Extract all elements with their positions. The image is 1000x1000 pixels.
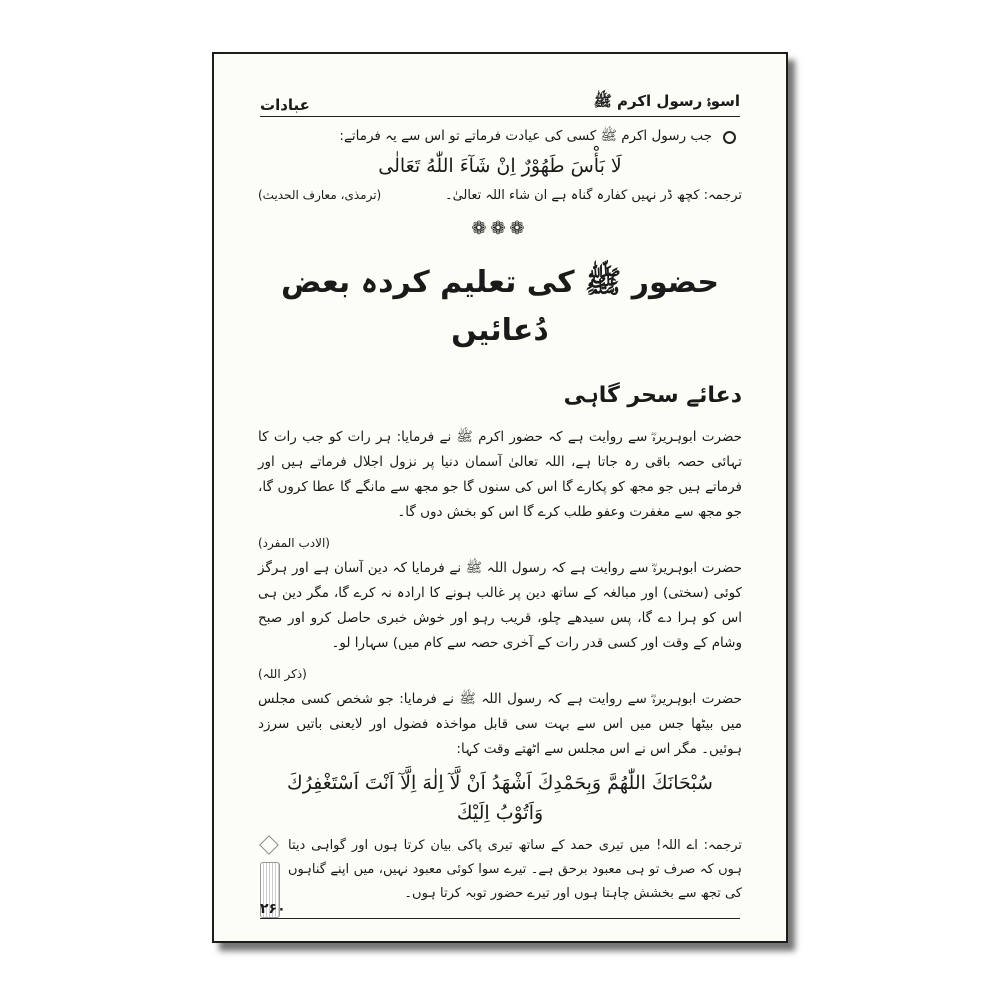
chapter-title: عبادات	[260, 96, 310, 114]
sub-title: دعائے سحر گاہی	[563, 383, 742, 408]
dua-translation-block	[258, 834, 742, 906]
dua-line-1: سُبْحَانَكَ اللّٰهُمَّ وَبِحَمْدِكَ اَشْهَدُ اَنْ لَّآ اِلٰهَ اِلَّآ اَنْتَ اَسْتَغْفِرُكَ	[287, 772, 713, 794]
dua-arabic	[258, 768, 742, 828]
page-content	[258, 124, 742, 906]
intro-translation-row	[258, 183, 742, 208]
page-number: ۲۶۰	[260, 901, 286, 917]
intro-reference: (ترمذی، معارف الحدیث)	[258, 188, 382, 202]
book-title: اسوۂ رسول اکرم ﷺ	[593, 92, 740, 110]
footer-rule	[260, 918, 740, 919]
intro-line	[258, 124, 742, 149]
paragraph-2-reference: (ذکر اللہ)	[258, 667, 307, 681]
dua-line-2: وَاَتُوْبُ اِلَيْكَ	[456, 802, 544, 824]
intro-translation: ترجمہ: کچھ ڈر نہیں کفارہ گناہ ہے ان شاء اللہ تعالیٰ۔	[444, 188, 742, 203]
paragraph-2: حضرت ابوہریرہؓ سے روایت ہے کہ رسول اللہ ﷺ نے فرمایا کہ دین آسان ہے اور ہرگز کوئی (سختی) اور مبالغہ کے ساتھ دین پر غالب ہونے کا ارادہ نہ کرے گا، مگر دین ہی اس کو ہرا دے گا، پس سیدھے چلو، قریب رہو اور خوش خبری حاصل کرو اور صبح وشام کے وقت اور کسی قدر رات کے آخری حصہ سے کام میں) سہارا لو۔	[258, 560, 742, 651]
book-page	[212, 52, 788, 943]
paragraph-1-reference: (الادب المفرد)	[258, 536, 330, 550]
intro-arabic: لَا بَأْسَ طَهُوْرٌ اِنْ شَآءَ اللّٰهُ تَعَالٰى	[378, 155, 622, 177]
bullet-icon	[723, 131, 736, 144]
paragraph-1: حضرت ابوہریرہؓ سے روایت ہے کہ حضور اکرم ﷺ نے فرمایا: ہر رات کو جب رات کا تہائی حصہ باقی رہ جاتا ہے، اللہ تعالیٰ آسمان دنیا پر نزول اجلال فرماتے ہیں اور فرماتے ہیں جو مجھ کو پکارے گا اس کی سنوں گا جو مجھ سے مانگے گا عطا کروں گا، جو مجھ سے مغفرت وعفو طلب کرے گا اس کو بخش دوں گا۔	[258, 429, 742, 520]
flower-ornament-icon: ❁❁❁	[471, 218, 529, 239]
section-title: حضور ﷺ کی تعلیم کردہ بعض دُعائیں	[281, 265, 719, 348]
intro-text: جب رسول اکرم ﷺ کسی کی عیادت فرماتے تو اس سے یہ فرماتے:	[339, 128, 712, 144]
page-header	[260, 90, 740, 117]
diamond-icon	[259, 835, 279, 855]
dua-translation: ترجمہ: اے اللہ! میں تیری حمد کے ساتھ تیری پاکی بیان کرتا ہوں اور گواہی دیتا ہوں کہ صرف تو ہی معبود برحق ہے۔ تیرے سوا کوئی معبود نہیں، میں اپنے گناہوں کی تجھ سے بخشش چاہتا ہوں اور تیرے حضور توبہ کرتا ہوں۔	[288, 838, 742, 901]
paragraph-3: حضرت ابوہریرہؓ سے روایت ہے کہ رسول اللہ ﷺ نے فرمایا: جو شخص کسی مجلس میں بیٹھا جس میں اس سے بہت سی قابل مواخذہ فضول اور لایعنی باتیں سرزد ہوئیں۔ مگر اس نے اس مجلس سے اٹھتے وقت کہا:	[258, 691, 742, 757]
